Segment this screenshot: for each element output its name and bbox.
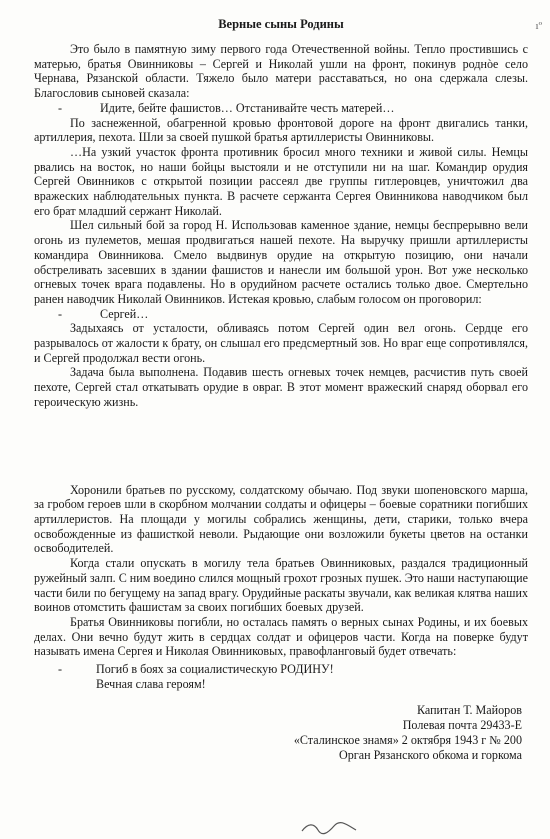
paragraph: Братья Овинниковы погибли, но осталась память о верных сынах Родины, и их боевых делах. Они вечно будут жить в сердцах солдат и офицеров части. Когда на поверке будут называть имена Сергея и Николая Овинниковых, правофланговый будет отвечать: <box>34 614 528 659</box>
paragraph: Шел сильный бой за город Н. Использовав каменное здание, немцы беспрерывно вели огонь из пулеметов, мешая продвигаться нашей пехоте. На выручку пришли артиллеристы командира Овинникова. Смело выдвинув орудие на открытую позицию, они начали обстреливать засевших в здании фашистов и нанесли им большой урон. Вот уже несколько огневых точек врага подавлены. Но в орудийном расчете остались только двое. Смертельно ранен наводчик Николай Овинников. Истекая кровью, слабым голосом он проговорил: <box>34 218 528 306</box>
closing-text-1: Погиб в боях за социалистическую РОДИНУ! <box>96 662 334 677</box>
blank-gap <box>34 410 528 483</box>
document-page <box>0 17 550 839</box>
signature-newspaper: «Сталинское знамя» 2 октября 1943 г № 200 <box>293 733 522 748</box>
closing-text-2: Вечная слава героям! <box>96 676 206 691</box>
dash-marker: - <box>58 306 63 321</box>
corner-mark: ıº <box>535 20 542 32</box>
paragraph: Задача была выполнена. Подавив шесть огневых точек немцев, расчистив путь своей пехоте, Сергей стал откатывать орудие в овраг. В этот момент вражеский снаряд оборвал его героическую жизнь. <box>34 365 528 409</box>
paragraph: Задыхаясь от усталости, обливаясь потом Сергей один вел огонь. Сердце его разрывалось от жалости к брату, он слышал его предсмертный зов. Но враг еще сопротивлялся, и Сергей продолжал вести огонь. <box>34 321 528 365</box>
dialogue-text: Сергей… <box>100 306 149 321</box>
signature-block <box>34 703 528 763</box>
article-section-1 <box>34 42 528 410</box>
signature-postal: Полевая почта 29433-Е <box>402 718 522 733</box>
closing-quote <box>34 662 528 691</box>
dialogue-text: Идите, бейте фашистов… Отстанивайте честь матерей… <box>100 100 395 115</box>
signature-organ: Орган Рязанского обкома и горкома <box>339 748 522 763</box>
paragraph: Когда стали опускать в могилу тела братьев Овинниковых, раздался традиционный ружейный залп. С ним воедино слился мощный грохот грозных пушек. Это наши наступающие части били по бегущему на запад врагу. Орудийные раскаты звучали, как великая клятва наших воинов отомстить фашистам за своих погибших боевых друзей. <box>34 556 528 615</box>
paragraph: …На узкий участок фронта противник бросил много техники и живой силы. Немцы рвались на восток, но наши бойцы выстояли и не отступили ни на шаг. Командир орудия Сергей Овинников с открытой позиции рассеял две группы гитлеровцев, уничтожил два вражеских наблюдательных пункта. В расчете сержанта Сергея Овинникова наводчиком был его брат младший сержант Николай. <box>34 144 528 218</box>
handwritten-scribble <box>300 821 360 835</box>
paragraph: Это было в памятную зиму первого года Отечественной войны. Тепло простившись с матерью, братья Овинниковы – Сергей и Николай ушли на фронт, покинув роднòе село Чернава, Рязанской области. Тяжело было матери расставаться, но она сдержала слезы. Благословив сыновей сказала: <box>34 42 528 101</box>
page-title: Верные сыны Родины <box>218 17 344 31</box>
closing-line-2 <box>58 677 528 692</box>
dialogue-line <box>34 101 528 116</box>
dash-marker: - <box>58 662 63 677</box>
paragraph: По заснеженной, обагренной кровью фронтовой дороге на фронт двигались танки, артиллерия, пехота. Шли за своей пушкой братья артиллеристы Овинниковы. <box>34 115 528 145</box>
article-section-2 <box>34 483 528 659</box>
dash-marker: - <box>58 100 63 115</box>
dialogue-line <box>34 307 528 322</box>
paragraph: Хоронили братьев по русскому, солдатскому обычаю. Под звуки шопеновского марша, за гробом героев шли в скорбном молчании солдаты и офицеры – боевые соратники погибших артиллеристов. На площади у могилы собрались женщины, дети, старики, только вчера освобожденные из фашисткой неволи. Рыдающие они возложили букеты цветов на останки освободителей. <box>34 482 528 556</box>
signature-author: Капитан Т. Майоров <box>416 703 522 718</box>
closing-line-1 <box>58 662 528 677</box>
